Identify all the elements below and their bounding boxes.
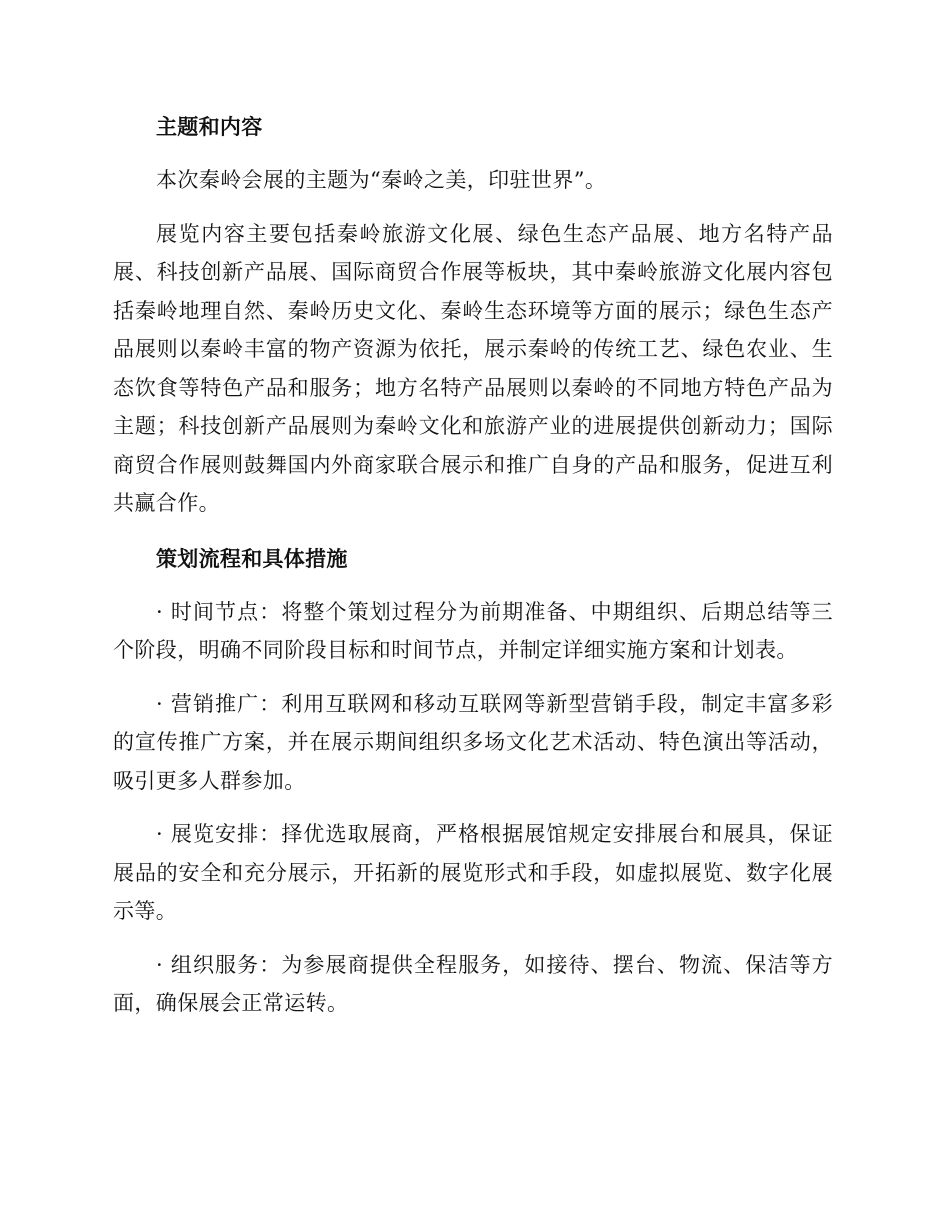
content-paragraph: 展览内容主要包括秦岭旅游文化展、绿色生态产品展、地方名特产品展、科技创新产品展、国际商贸合作展等板块，其中秦岭旅游文化展内容包括秦岭地理自然、秦岭历史文化、秦岭生态环境等方面的展示；绿色生态产品展则以秦岭丰富的物产资源为依托，展示秦岭的传统工艺、绿色农业、生态饮食等特色产品和服务；地方名特产品展则以秦岭的不同地方特色产品为主题；科技创新产品展则为秦岭文化和旅游产业的进展提供创新动力；国际商贸合作展则鼓舞国内外商家联合展示和推广自身的产品和服务，促进互利共赢合作。 [113, 221, 833, 515]
list-item-timeline: · 时间节点：将整个策划过程分为前期准备、中期组织、后期总结等三个阶段，明确不同阶段目标和时间节点，并制定详细实施方案和计划表。 [113, 599, 833, 662]
section-heading-theme: 主题和内容 [156, 115, 263, 139]
list-item-exhibition: · 展览安排：择优选取展商，严格根据展馆规定安排展台和展具，保证展品的安全和充分展示，开拓新的展览形式和手段，如虚拟展览、数字化展示等。 [113, 822, 833, 923]
list-item-service: · 组织服务：为参展商提供全程服务，如接待、摆台、物流、保洁等方面，确保展会正常运转。 [113, 952, 833, 1015]
document-page [113, 108, 833, 1023]
theme-paragraph: 本次秦岭会展的主题为“秦岭之美，印驻世界”。 [156, 168, 607, 192]
section-heading-process: 策划流程和具体措施 [156, 546, 348, 571]
list-item-marketing: · 营销推广：利用互联网和移动互联网等新型营销手段，制定丰富多彩的宣传推广方案，并在展示期间组织多场文化艺术活动、特色演出等活动，吸引更多人群参加。 [113, 691, 833, 793]
